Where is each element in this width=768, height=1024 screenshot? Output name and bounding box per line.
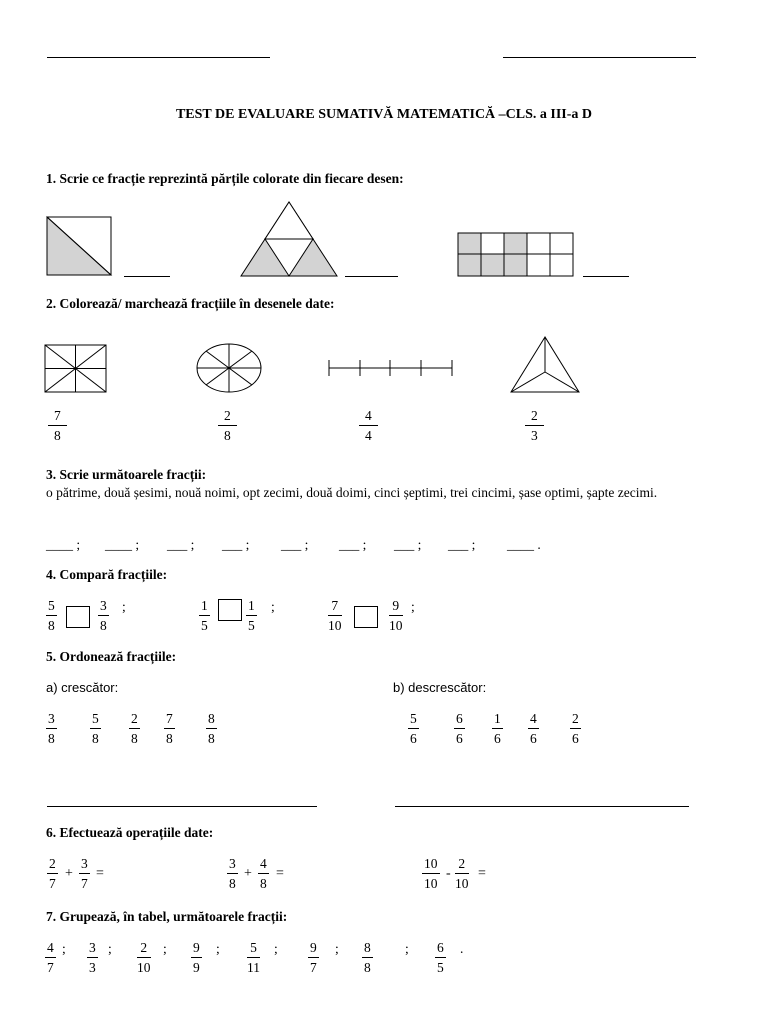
answer-blank-3-1[interactable]: ____ ; <box>46 537 81 552</box>
operation-2-right: $\frac{4}{8}$ <box>260 856 267 891</box>
square-diagonal-figure <box>46 216 112 276</box>
operation-1-left: $\frac{2}{7}$ <box>49 856 56 891</box>
separator: ; <box>274 941 278 956</box>
section-7-heading: 7. Grupează, în tabel, următoarele fracții: <box>46 909 288 924</box>
descending-fraction: $\frac{4}{6}$ <box>530 711 537 746</box>
fraction-2-1: $\frac{7}{8}$ <box>48 409 67 442</box>
ascending-answer-line[interactable] <box>47 806 317 807</box>
section-2-heading: 2. Colorează/ marchează fracțiile în desenele date: <box>46 296 335 311</box>
group-fraction: $\frac{2}{10}$ <box>137 940 151 975</box>
triangle-thirds-figure[interactable] <box>510 336 580 394</box>
operation-2-left: $\frac{3}{8}$ <box>229 856 236 891</box>
section-5-heading: 5. Ordonează fracțiile: <box>46 649 177 664</box>
circle-eighths-figure[interactable] <box>196 343 262 393</box>
group-fraction: $\frac{5}{11}$ <box>247 940 260 975</box>
group-fraction: $\frac{9}{7}$ <box>310 940 317 975</box>
segment-quarters-figure[interactable] <box>327 358 455 378</box>
descending-fraction: $\frac{6}{6}$ <box>456 711 463 746</box>
ascending-label: a) crescător: <box>46 680 119 695</box>
fraction-2-4: $\frac{2}{3}$ <box>525 409 544 442</box>
separator: ; <box>271 599 275 614</box>
answer-blank-3-6[interactable]: ___ ; <box>339 537 367 552</box>
separator: ; <box>216 941 220 956</box>
operation-3-right: $\frac{2}{10}$ <box>455 856 469 891</box>
ascending-fraction: $\frac{5}{8}$ <box>92 711 99 746</box>
descending-answer-line[interactable] <box>395 806 689 807</box>
separator: ; <box>405 941 409 956</box>
compare-box-2[interactable] <box>218 599 242 621</box>
operation-1-right: $\frac{3}{7}$ <box>81 856 88 891</box>
separator: ; <box>122 599 126 614</box>
date-blank-line[interactable] <box>503 57 696 58</box>
descending-fraction: $\frac{5}{6}$ <box>410 711 417 746</box>
compare-2-left: $\frac{1}{5}$ <box>201 598 208 633</box>
descending-fraction: $\frac{1}{6}$ <box>494 711 501 746</box>
operator: - <box>446 866 451 881</box>
section-4-heading: 4. Compară fracțiile: <box>46 567 168 582</box>
fraction-2-3: $\frac{4}{4}$ <box>359 409 378 442</box>
equals-sign: = <box>96 866 104 881</box>
answer-blank-3-8[interactable]: ___ ; <box>448 537 476 552</box>
section-3-instructions: o pătrime, două șesimi, nouă noimi, opt zecimi, două doimi, cinci șeptimi, trei cincimi, șase optimi, șapte zecimi. <box>46 485 658 500</box>
compare-3-left: $\frac{7}{10}$ <box>328 598 342 633</box>
section-6-heading: 6. Efectuează operațiile date: <box>46 825 214 840</box>
compare-3-right: $\frac{9}{10}$ <box>389 598 403 633</box>
operator: + <box>244 866 252 881</box>
equals-sign: = <box>276 866 284 881</box>
section-3-heading: 3. Scrie următoarele fracții: <box>46 467 207 482</box>
separator: ; <box>163 941 167 956</box>
answer-blank-1[interactable] <box>124 276 170 277</box>
group-fraction: $\frac{8}{8}$ <box>364 940 371 975</box>
page-title: TEST DE EVALUARE SUMATIVĂ MATEMATICĂ –CLS. a III-a D <box>175 107 593 122</box>
grid-rectangle-figure <box>457 232 575 278</box>
separator: ; <box>335 941 339 956</box>
ascending-fraction: $\frac{8}{8}$ <box>208 711 215 746</box>
equals-sign: = <box>478 866 486 881</box>
answer-blank-3-4[interactable]: ___ ; <box>222 537 250 552</box>
answer-blank-3-2[interactable]: ____ ; <box>105 537 140 552</box>
operation-3-left: $\frac{10}{10}$ <box>424 856 438 891</box>
compare-box-1[interactable] <box>66 606 90 628</box>
ascending-fraction: $\frac{3}{8}$ <box>48 711 55 746</box>
descending-label: b) descrescător: <box>393 680 487 695</box>
separator: ; <box>62 941 66 956</box>
operator: + <box>65 866 73 881</box>
ascending-fraction: $\frac{7}{8}$ <box>166 711 173 746</box>
answer-blank-3-7[interactable]: ___ ; <box>394 537 422 552</box>
compare-1-right: $\frac{3}{8}$ <box>100 598 107 633</box>
triangle-figure <box>240 201 338 277</box>
fraction-2-2: $\frac{2}{8}$ <box>218 409 237 442</box>
name-blank-line[interactable] <box>47 57 270 58</box>
answer-blank-3-5[interactable]: ___ ; <box>281 537 309 552</box>
compare-2-right: $\frac{1}{5}$ <box>248 598 255 633</box>
answer-blank-3-3[interactable]: ___ ; <box>167 537 195 552</box>
group-fraction: $\frac{3}{3}$ <box>89 940 96 975</box>
separator: ; <box>108 941 112 956</box>
section-1-heading: 1. Scrie ce fracție reprezintă părțile colorate din fiecare desen: <box>46 171 404 186</box>
separator: ; <box>411 599 415 614</box>
answer-blank-3[interactable] <box>583 276 629 277</box>
group-fraction: $\frac{6}{5}$ <box>437 940 444 975</box>
rectangle-eighths-figure[interactable] <box>44 344 107 394</box>
compare-1-left: $\frac{5}{8}$ <box>48 598 55 633</box>
ascending-fraction: $\frac{2}{8}$ <box>131 711 138 746</box>
answer-blank-2[interactable] <box>345 276 398 277</box>
compare-box-3[interactable] <box>354 606 378 628</box>
group-fraction: $\frac{4}{7}$ <box>47 940 54 975</box>
answer-blank-3-9[interactable]: ____ . <box>507 537 541 552</box>
descending-fraction: $\frac{2}{6}$ <box>572 711 579 746</box>
group-fraction: $\frac{9}{9}$ <box>193 940 200 975</box>
end-period: . <box>460 941 464 956</box>
